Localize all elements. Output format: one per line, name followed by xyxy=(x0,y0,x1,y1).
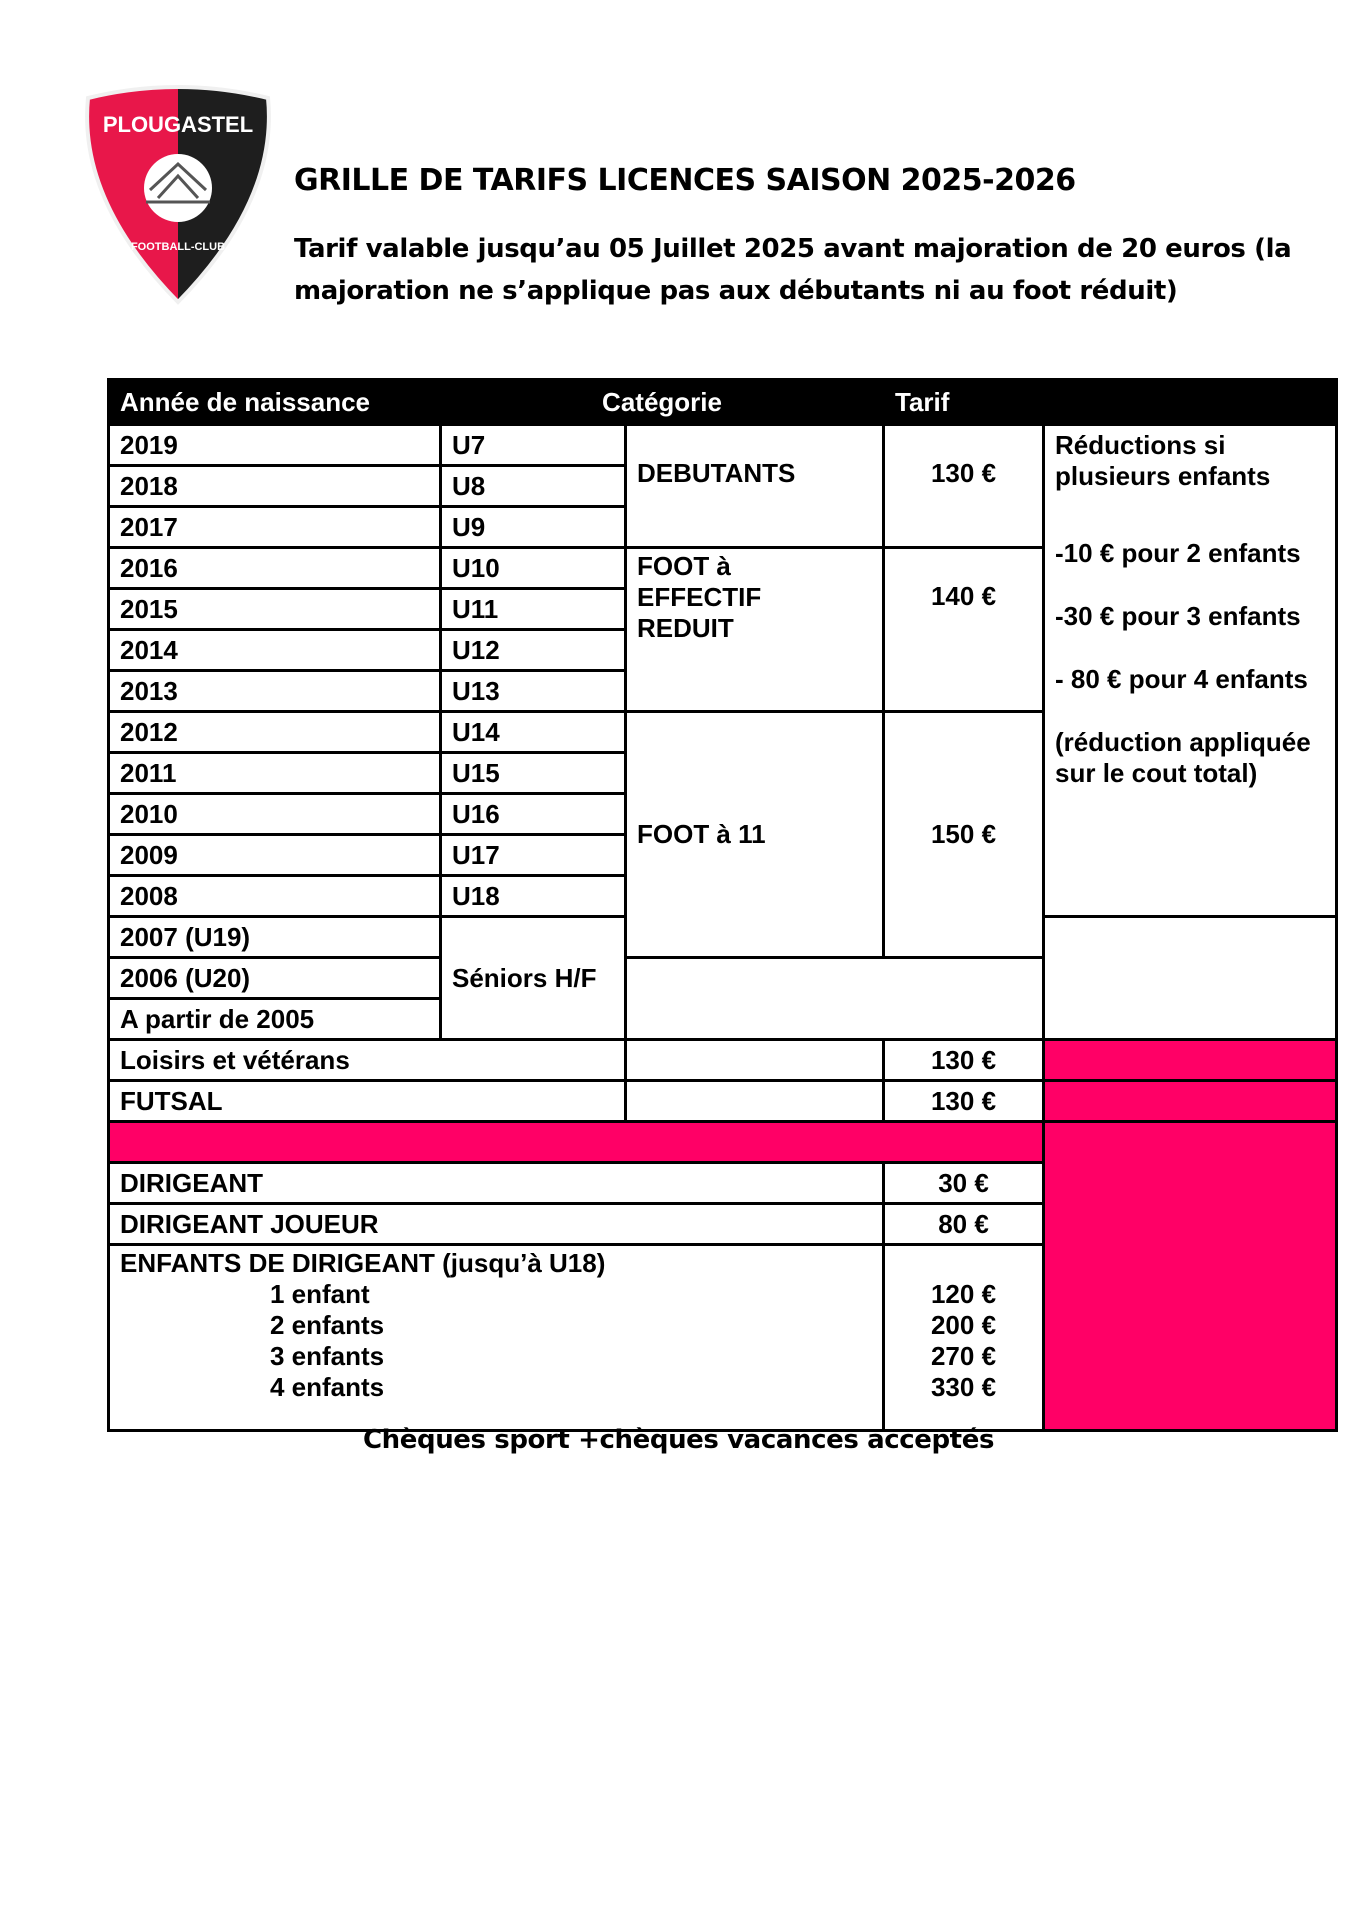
enfant-option-price: 120 € xyxy=(930,1279,997,1309)
category-cell: U15 xyxy=(441,753,626,794)
category-cell: U10 xyxy=(441,548,626,589)
tarifs-table xyxy=(107,378,1338,1432)
enfants-dirigeant-title: ENFANTS DE DIRIGEANT (jusqu’à U18) xyxy=(120,1248,606,1278)
enfant-option-label: 4 enfants xyxy=(270,1372,385,1402)
table-row xyxy=(109,1040,1337,1081)
dirigeant-price: 30 € xyxy=(884,1163,1044,1204)
year-cell: 2007 (U19) xyxy=(109,917,441,958)
enfant-option-price: 270 € xyxy=(930,1341,997,1371)
futsal-label: FUTSAL xyxy=(109,1081,626,1122)
loisirs-label: Loisirs et vétérans xyxy=(109,1040,626,1081)
enfant-option-label: 1 enfant xyxy=(270,1279,370,1309)
price-foot-reduit: 140 € xyxy=(884,548,1044,712)
year-cell: 2017 xyxy=(109,507,441,548)
category-cell: U7 xyxy=(441,425,626,466)
year-cell: 2016 xyxy=(109,548,441,589)
category-cell: U13 xyxy=(441,671,626,712)
header-tarif: Tarif xyxy=(884,380,1337,425)
club-logo-name: PLOUGASTEL xyxy=(102,112,254,137)
pink-separator xyxy=(109,1122,1044,1163)
dirigeant-joueur-price: 80 € xyxy=(884,1204,1044,1245)
year-cell: A partir de 2005 xyxy=(109,999,441,1040)
category-cell: U18 xyxy=(441,876,626,917)
club-logo-subname: FOOTBALL-CLUB xyxy=(130,241,226,253)
empty-cell xyxy=(1044,917,1337,1040)
year-cell: 2012 xyxy=(109,712,441,753)
year-cell: 2006 (U20) xyxy=(109,958,441,999)
reduction-3: -30 € pour 3 enfants xyxy=(1055,601,1301,631)
club-logo xyxy=(78,80,278,310)
year-cell: 2011 xyxy=(109,753,441,794)
dirigeant-label: DIRIGEANT xyxy=(109,1163,884,1204)
table-row xyxy=(109,1081,1337,1122)
separator-row xyxy=(109,1122,1337,1163)
category-cell: U16 xyxy=(441,794,626,835)
group-debutants: DEBUTANTS xyxy=(626,425,884,548)
category-cell: U9 xyxy=(441,507,626,548)
year-cell: 2009 xyxy=(109,835,441,876)
group-foot-11: FOOT à 11 xyxy=(626,712,884,958)
page-title: GRILLE DE TARIFS LICENCES SAISON 2025-2026 xyxy=(294,163,1076,198)
enfant-option-price: 330 € xyxy=(930,1372,997,1402)
category-cell: U12 xyxy=(441,630,626,671)
year-cell: 2008 xyxy=(109,876,441,917)
enfant-option-label: 2 enfants xyxy=(270,1310,385,1340)
category-seniors: Séniors H/F xyxy=(441,917,626,1040)
enfants-dirigeant-cell xyxy=(109,1245,884,1431)
enfants-dirigeant-prices xyxy=(884,1245,1044,1431)
reduction-2: -10 € pour 2 enfants xyxy=(1055,538,1301,568)
year-cell: 2019 xyxy=(109,425,441,466)
page-subtitle: Tarif valable jusqu’au 05 Juillet 2025 avant majoration de 20 euros (la majoration ne s’applique pas aux débutants ni au foot réduit) xyxy=(294,234,1292,306)
empty-cell xyxy=(626,1081,884,1122)
futsal-price: 130 € xyxy=(884,1081,1044,1122)
price-foot-11: 150 € xyxy=(884,712,1044,958)
group-foot-reduit: FOOT à EFFECTIF REDUIT xyxy=(626,548,884,712)
category-cell: U11 xyxy=(441,589,626,630)
reductions-cell xyxy=(1044,425,1337,917)
year-cell: 2014 xyxy=(109,630,441,671)
enfant-option-label: 3 enfants xyxy=(270,1341,385,1371)
dirigeant-joueur-label: DIRIGEANT JOUEUR xyxy=(109,1204,884,1245)
category-cell: U14 xyxy=(441,712,626,753)
category-cell: U17 xyxy=(441,835,626,876)
table-header-row xyxy=(109,380,1337,425)
reduction-note: (réduction appliquée sur le cout total) xyxy=(1055,727,1311,788)
category-cell: U8 xyxy=(441,466,626,507)
pink-fill xyxy=(1044,1081,1337,1122)
pink-fill xyxy=(1044,1040,1337,1081)
pink-fill xyxy=(1044,1122,1337,1431)
empty-cell xyxy=(626,1040,884,1081)
price-debutants: 130 € xyxy=(884,425,1044,548)
loisirs-price: 130 € xyxy=(884,1040,1044,1081)
reductions-title: Réductions si plusieurs enfants xyxy=(1055,430,1271,491)
year-cell: 2018 xyxy=(109,466,441,507)
year-cell: 2010 xyxy=(109,794,441,835)
payment-note: Chèques sport +chèques vacances acceptés xyxy=(362,1425,995,1455)
header-categorie: Catégorie xyxy=(441,380,884,425)
year-cell: 2015 xyxy=(109,589,441,630)
year-cell: 2013 xyxy=(109,671,441,712)
enfant-option-price: 200 € xyxy=(930,1310,997,1340)
reduction-4: - 80 € pour 4 enfants xyxy=(1055,664,1308,694)
table-row xyxy=(109,425,1337,466)
header-annee: Année de naissance xyxy=(109,380,441,425)
